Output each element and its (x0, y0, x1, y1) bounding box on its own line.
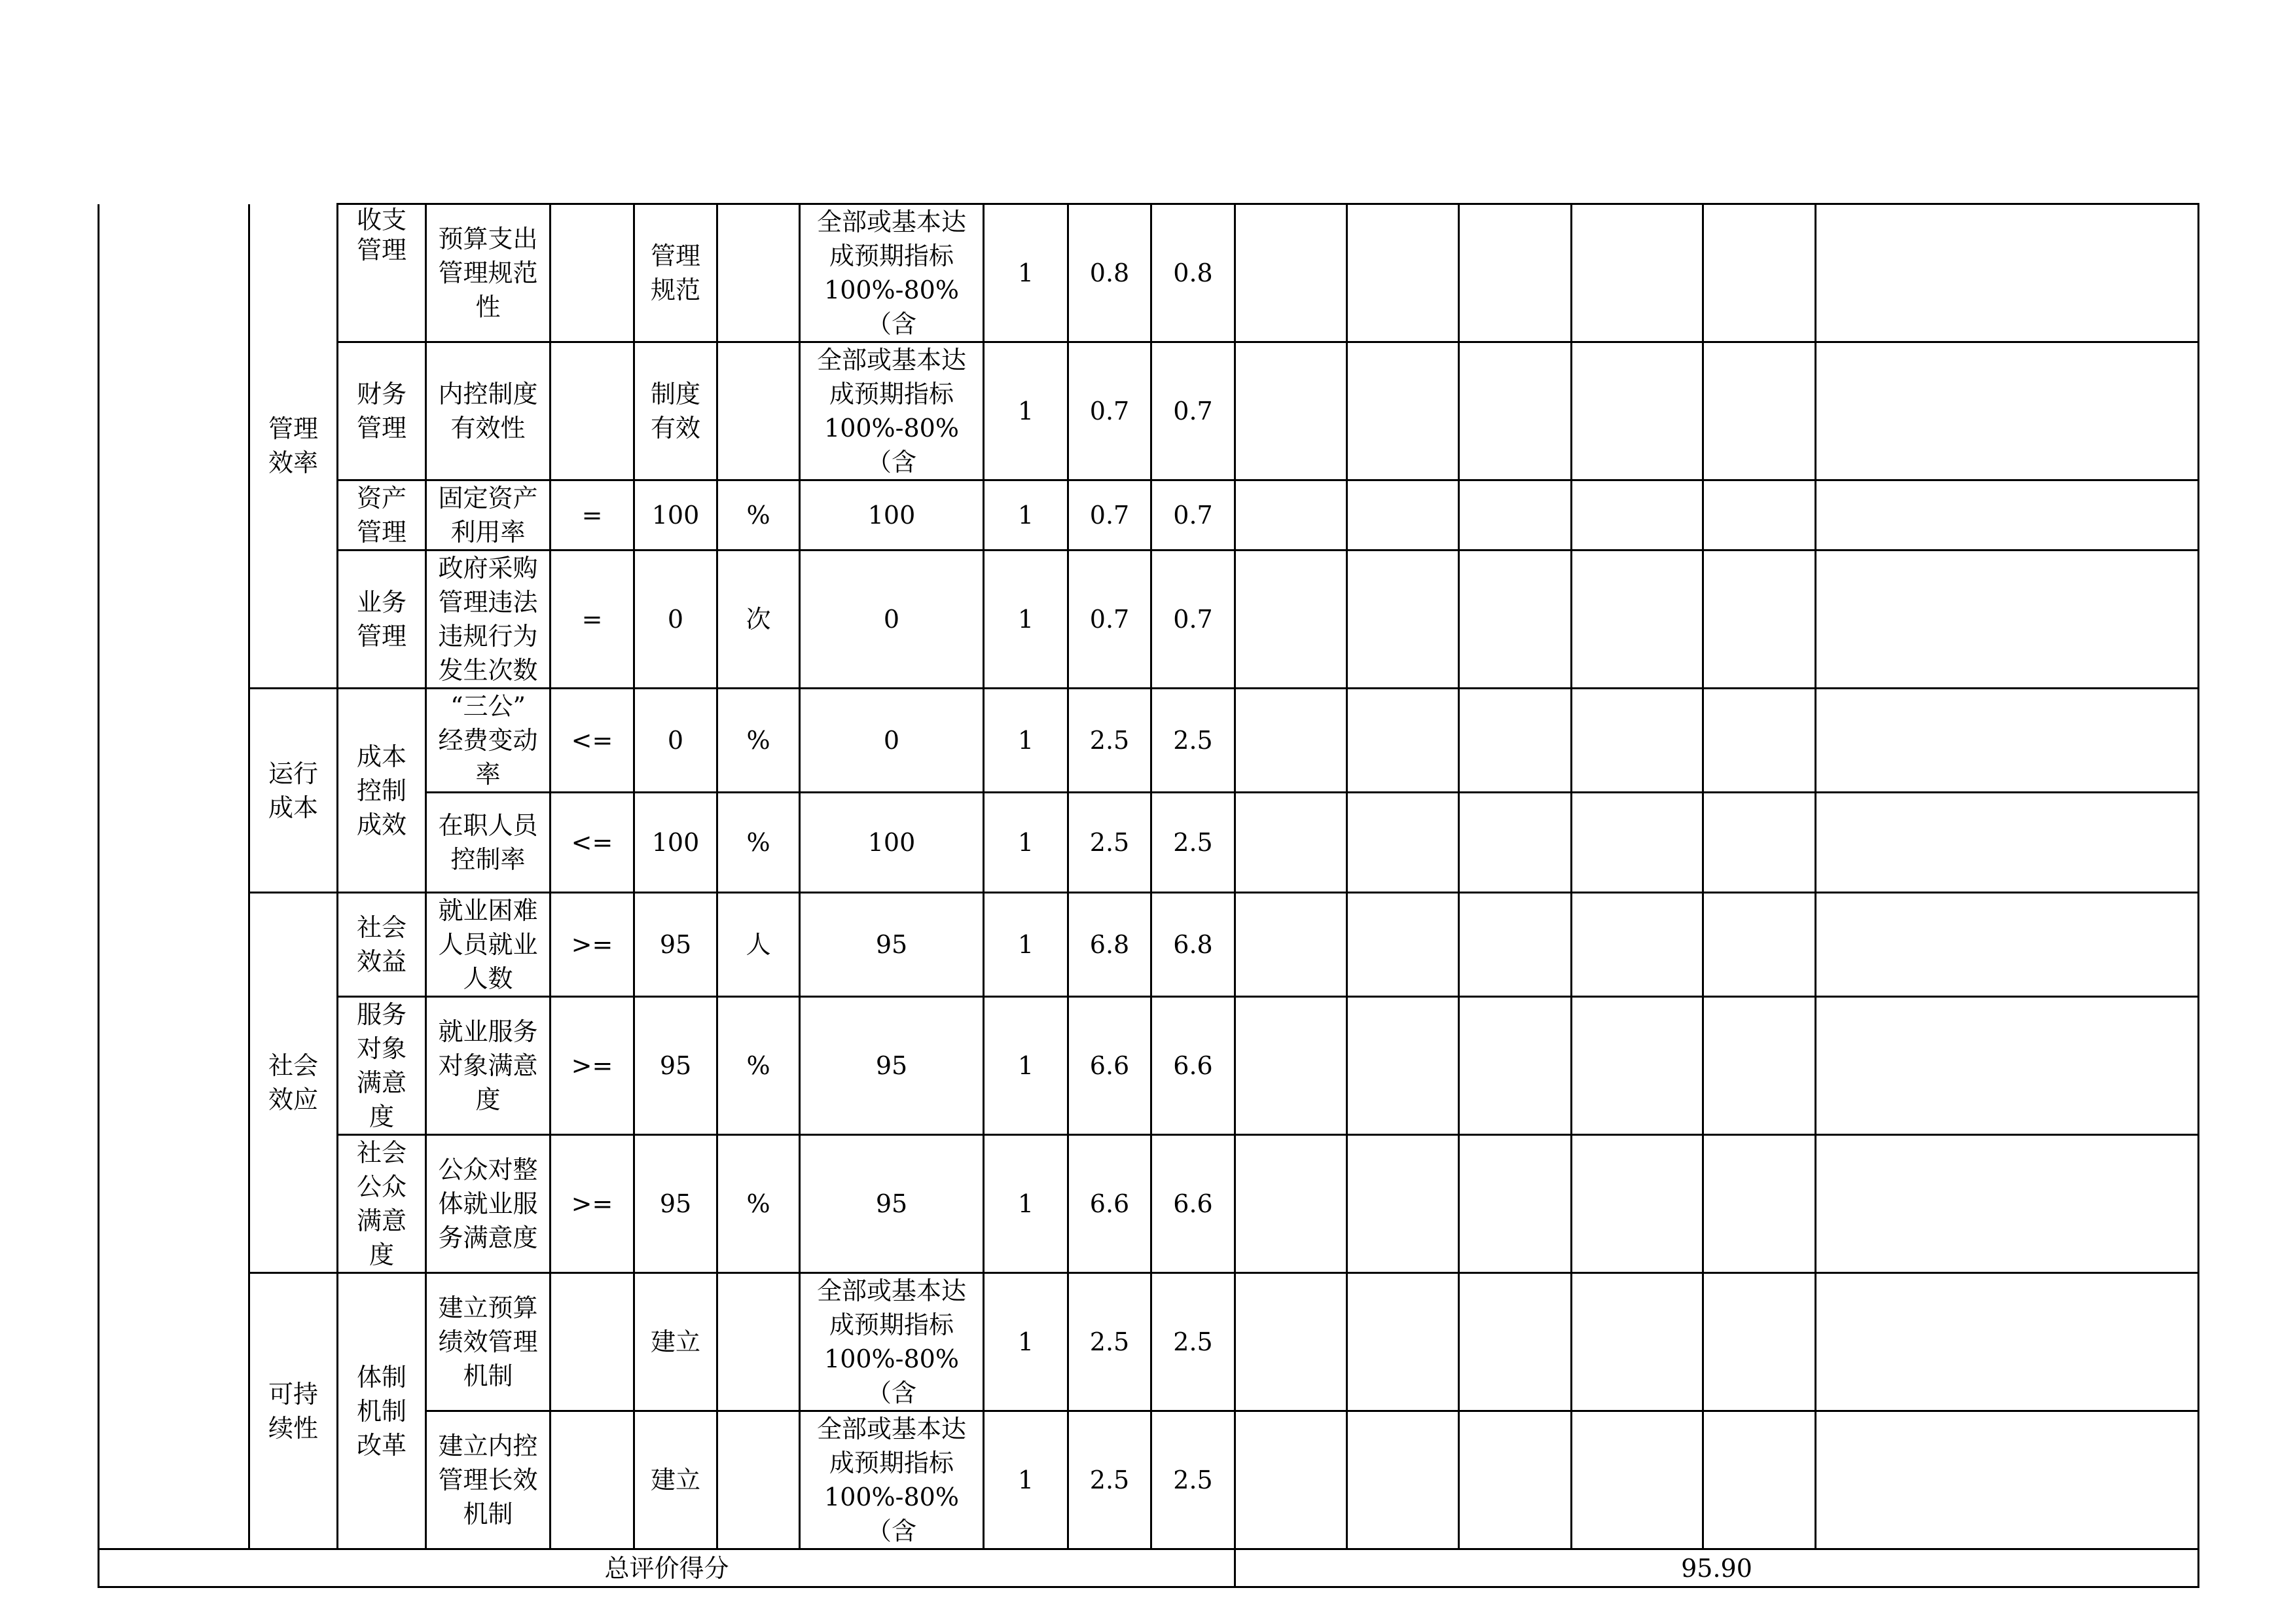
empty-cell (1572, 1273, 1703, 1411)
score-cell: 0.8 (1068, 204, 1151, 342)
empty-cell (1347, 480, 1459, 550)
weight-cell: 1 (984, 204, 1068, 342)
score-cell: 6.6 (1151, 997, 1235, 1135)
indicator-cell: 预算支出 管理规范 性 (426, 204, 551, 342)
total-row (99, 1549, 2199, 1587)
empty-cell (1572, 550, 1703, 689)
empty-cell (1459, 204, 1572, 342)
empty-cell (1816, 342, 2199, 480)
empty-cell (1703, 1135, 1816, 1273)
empty-cell (1572, 689, 1703, 793)
empty-cell (1572, 480, 1703, 550)
empty-cell (1235, 1273, 1347, 1411)
weight-cell: 1 (984, 793, 1068, 893)
empty-cell (1703, 1273, 1816, 1411)
standard-cell: 100 (800, 480, 984, 550)
score-cell: 6.8 (1151, 893, 1235, 997)
target-value-cell: 建立 (634, 1411, 717, 1549)
score-cell: 2.5 (1068, 689, 1151, 793)
score-cell: 2.5 (1151, 689, 1235, 793)
subcategory-cell: 体制 机制 改革 (338, 1273, 426, 1549)
subcategory-cell: 服务 对象 满意 度 (338, 997, 426, 1135)
standard-cell: 0 (800, 550, 984, 689)
unit-cell (717, 1411, 800, 1549)
unit-cell: 人 (717, 893, 800, 997)
table-row (99, 204, 2199, 342)
weight-cell: 1 (984, 1273, 1068, 1411)
category-cell: 运行 成本 (249, 689, 338, 893)
unit-cell: 次 (717, 550, 800, 689)
unit-cell: % (717, 1135, 800, 1273)
unit-cell (717, 1273, 800, 1411)
empty-cell (1235, 689, 1347, 793)
indicator-cell: 就业服务 对象满意 度 (426, 997, 551, 1135)
operator-cell (551, 1411, 634, 1549)
empty-cell (1459, 1135, 1572, 1273)
standard-cell: 95 (800, 1135, 984, 1273)
operator-cell: <= (551, 689, 634, 793)
target-value-cell: 95 (634, 893, 717, 997)
empty-cell (1703, 204, 1816, 342)
target-value-cell: 0 (634, 689, 717, 793)
empty-cell (1816, 997, 2199, 1135)
score-cell: 0.7 (1068, 480, 1151, 550)
table-row (99, 1135, 2199, 1273)
score-cell: 0.7 (1151, 550, 1235, 689)
empty-cell (1235, 1411, 1347, 1549)
table-row (99, 893, 2199, 997)
score-cell: 0.7 (1151, 480, 1235, 550)
target-value-cell: 100 (634, 480, 717, 550)
operator-cell: >= (551, 997, 634, 1135)
target-value-cell: 95 (634, 997, 717, 1135)
empty-cell (1703, 480, 1816, 550)
indicator-cell: 内控制度 有效性 (426, 342, 551, 480)
empty-cell (1703, 893, 1816, 997)
empty-cell (1347, 204, 1459, 342)
score-cell: 6.8 (1068, 893, 1151, 997)
category-cell: 管理 效率 (249, 204, 338, 689)
indicator-cell: 政府采购 管理违法 违规行为 发生次数 (426, 550, 551, 689)
table-row (99, 689, 2199, 793)
evaluation-table (98, 203, 2199, 1588)
target-value-cell: 建立 (634, 1273, 717, 1411)
score-cell: 0.7 (1151, 342, 1235, 480)
score-cell: 0.7 (1068, 342, 1151, 480)
empty-cell (1572, 1411, 1703, 1549)
weight-cell: 1 (984, 1411, 1068, 1549)
empty-cell (1703, 1411, 1816, 1549)
weight-cell: 1 (984, 689, 1068, 793)
unit-cell: % (717, 793, 800, 893)
table-row (99, 997, 2199, 1135)
standard-cell: 全部或基本达 成预期指标 100%-80%（含 (800, 204, 984, 342)
score-cell: 2.5 (1068, 1411, 1151, 1549)
operator-cell: = (551, 480, 634, 550)
empty-cell (1235, 893, 1347, 997)
category-cell: 可持 续性 (249, 1273, 338, 1549)
unit-cell (717, 204, 800, 342)
unit-cell: % (717, 689, 800, 793)
empty-cell (1347, 1273, 1459, 1411)
empty-cell (1816, 793, 2199, 893)
indicator-cell: “三公” 经费变动 率 (426, 689, 551, 793)
empty-cell (1816, 1411, 2199, 1549)
weight-cell: 1 (984, 342, 1068, 480)
total-score-value: 95.90 (1235, 1549, 2199, 1587)
weight-cell: 1 (984, 1135, 1068, 1273)
target-value-cell: 制度 有效 (634, 342, 717, 480)
operator-cell (551, 1273, 634, 1411)
empty-cell (1347, 793, 1459, 893)
weight-cell: 1 (984, 997, 1068, 1135)
total-label: 总评价得分 (99, 1549, 1235, 1587)
empty-cell (1459, 689, 1572, 793)
empty-cell (1459, 893, 1572, 997)
standard-cell: 0 (800, 689, 984, 793)
empty-cell (1572, 893, 1703, 997)
target-value-cell: 95 (634, 1135, 717, 1273)
operator-cell (551, 204, 634, 342)
score-cell: 0.8 (1151, 204, 1235, 342)
subcategory-cell: 业务 管理 (338, 550, 426, 689)
target-value-cell: 管理 规范 (634, 204, 717, 342)
operator-cell: <= (551, 793, 634, 893)
subcategory-cell: 资产 管理 (338, 480, 426, 550)
operator-cell: >= (551, 893, 634, 997)
unit-cell: % (717, 480, 800, 550)
empty-cell (1347, 1135, 1459, 1273)
subcategory-cell: 收支 管理 (338, 204, 426, 342)
empty-cell (1347, 342, 1459, 480)
indicator-cell: 建立预算 绩效管理 机制 (426, 1273, 551, 1411)
weight-cell: 1 (984, 480, 1068, 550)
standard-cell: 100 (800, 793, 984, 893)
outer-margin-cell (99, 204, 249, 1549)
empty-cell (1459, 480, 1572, 550)
empty-cell (1459, 342, 1572, 480)
empty-cell (1703, 342, 1816, 480)
score-cell: 2.5 (1068, 793, 1151, 893)
empty-cell (1703, 550, 1816, 689)
score-cell: 6.6 (1068, 1135, 1151, 1273)
operator-cell: >= (551, 1135, 634, 1273)
empty-cell (1347, 997, 1459, 1135)
subcategory-cell: 社会 效益 (338, 893, 426, 997)
standard-cell: 95 (800, 893, 984, 997)
empty-cell (1235, 550, 1347, 689)
unit-cell (717, 342, 800, 480)
operator-cell: = (551, 550, 634, 689)
score-cell: 2.5 (1151, 793, 1235, 893)
empty-cell (1235, 342, 1347, 480)
score-cell: 6.6 (1151, 1135, 1235, 1273)
empty-cell (1459, 550, 1572, 689)
empty-cell (1347, 689, 1459, 793)
unit-cell: % (717, 997, 800, 1135)
empty-cell (1347, 550, 1459, 689)
indicator-cell: 公众对整 体就业服 务满意度 (426, 1135, 551, 1273)
empty-cell (1703, 997, 1816, 1135)
table-row (99, 550, 2199, 689)
empty-cell (1235, 204, 1347, 342)
score-cell: 2.5 (1151, 1411, 1235, 1549)
standard-cell: 全部或基本达 成预期指标 100%-80%（含 (800, 1273, 984, 1411)
target-value-cell: 100 (634, 793, 717, 893)
empty-cell (1347, 1411, 1459, 1549)
empty-cell (1572, 1135, 1703, 1273)
empty-cell (1703, 793, 1816, 893)
empty-cell (1703, 689, 1816, 793)
table-row (99, 342, 2199, 480)
indicator-cell: 固定资产 利用率 (426, 480, 551, 550)
standard-cell: 95 (800, 997, 984, 1135)
empty-cell (1459, 793, 1572, 893)
empty-cell (1235, 997, 1347, 1135)
standard-cell: 全部或基本达 成预期指标 100%-80%（含 (800, 342, 984, 480)
table-row (99, 480, 2199, 550)
empty-cell (1347, 893, 1459, 997)
empty-cell (1816, 893, 2199, 997)
category-cell: 社会 效应 (249, 893, 338, 1273)
table-row (99, 1273, 2199, 1411)
score-cell: 2.5 (1068, 1273, 1151, 1411)
weight-cell: 1 (984, 550, 1068, 689)
empty-cell (1572, 793, 1703, 893)
subcategory-cell: 社会 公众 满意 度 (338, 1135, 426, 1273)
operator-cell (551, 342, 634, 480)
empty-cell (1235, 1135, 1347, 1273)
score-cell: 2.5 (1151, 1273, 1235, 1411)
empty-cell (1816, 550, 2199, 689)
score-cell: 0.7 (1068, 550, 1151, 689)
empty-cell (1816, 689, 2199, 793)
empty-cell (1459, 997, 1572, 1135)
standard-cell: 全部或基本达 成预期指标 100%-80%（含 (800, 1411, 984, 1549)
target-value-cell: 0 (634, 550, 717, 689)
empty-cell (1572, 997, 1703, 1135)
empty-cell (1572, 204, 1703, 342)
indicator-cell: 建立内控 管理长效 机制 (426, 1411, 551, 1549)
empty-cell (1816, 1135, 2199, 1273)
empty-cell (1816, 204, 2199, 342)
indicator-cell: 在职人员 控制率 (426, 793, 551, 893)
weight-cell: 1 (984, 893, 1068, 997)
empty-cell (1235, 480, 1347, 550)
empty-cell (1459, 1411, 1572, 1549)
subcategory-cell: 成本 控制 成效 (338, 689, 426, 893)
empty-cell (1235, 793, 1347, 893)
indicator-cell: 就业困难 人员就业 人数 (426, 893, 551, 997)
empty-cell (1816, 1273, 2199, 1411)
empty-cell (1459, 1273, 1572, 1411)
score-cell: 6.6 (1068, 997, 1151, 1135)
empty-cell (1572, 342, 1703, 480)
empty-cell (1816, 480, 2199, 550)
subcategory-cell: 财务 管理 (338, 342, 426, 480)
